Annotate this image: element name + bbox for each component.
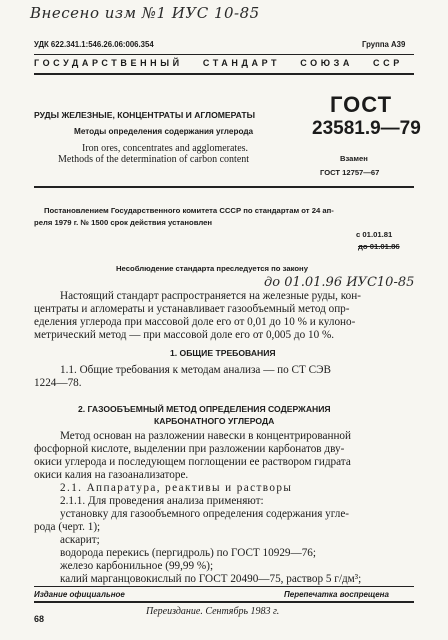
list-item: калий марганцовокислый по ГОСТ 20490—75, раствор 5 г/дм³;: [60, 573, 362, 585]
list-item: водорода перекись (пергидроль) по ГОСТ 10929—76;: [60, 547, 316, 559]
text-line: метрический метод — при массовой доле его от 0,005 до 10 %.: [34, 329, 335, 341]
official-edition: Издание официальное: [34, 590, 125, 599]
effective-from: с 01.01.81: [356, 230, 393, 239]
list-item: рода (черт. 1);: [34, 521, 101, 533]
udk-code: УДК 622.341.1:546.26.06:006.354: [34, 40, 154, 49]
effective-until: до 01.01.86: [358, 242, 400, 251]
section-2-body: [34, 430, 414, 586]
text-line: окиси калия на газоанализаторе.: [34, 469, 189, 481]
text-line: Метод основан на разложении навески в концентрированной: [60, 430, 352, 442]
list-item: железо карбонильное (99,99 %);: [60, 560, 214, 572]
title-english-1: Iron ores, concentrates and agglomerates.: [82, 143, 249, 154]
replaced-label: Взамен: [340, 154, 368, 163]
replaced-standard: ГОСТ 12757—67: [320, 168, 380, 177]
title-english-2: Methods of the determination of carbon content: [58, 154, 250, 165]
title-russian: РУДЫ ЖЕЛЕЗНЫЕ, КОНЦЕНТРАТЫ И АГЛОМЕРАТЫ: [34, 110, 256, 120]
gost-label: ГОСТ: [330, 92, 393, 117]
section-1-body: [34, 364, 414, 390]
text-line: 1224—78.: [34, 377, 82, 389]
handwritten-note: Внесено изм №1 ИУС 10-85: [30, 4, 260, 22]
decree-line-1: Постановлением Государственного комитета СССР по стандартам от 24 ап-: [44, 206, 334, 215]
section-2-heading-1: 2. ГАЗООБЪЕМНЫЙ МЕТОД ОПРЕДЕЛЕНИЯ СОДЕРЖАНИЯ: [78, 404, 331, 414]
subtitle-russian: Методы определения содержания углерода: [74, 127, 254, 136]
law-warning: Несоблюдение стандарта преследуется по закону: [116, 264, 308, 273]
intro-paragraph: [34, 290, 414, 342]
text-line: окиси углерода и последующем поглощении ее раствором гидрата: [34, 456, 351, 468]
subsection-2-1-1: 2.1.1. Для проведения анализа применяют:: [60, 495, 264, 507]
text-line: еделения углерода при массовой доле его от 0,01 до 10 % и кулоно-: [34, 316, 356, 328]
text-line: Настоящий стандарт распространяется на железные руды, кон-: [60, 290, 361, 302]
reprint-prohibited: Перепечатка воспрещена: [284, 590, 389, 599]
header-rule-top: [34, 54, 414, 55]
section-2-heading-2: КАРБОНАТНОГО УГЛЕРОДА: [154, 416, 275, 426]
decree-line-2: реля 1979 г. № 1500 срок действия установлен: [34, 218, 213, 227]
header-rule-bottom: [34, 73, 414, 75]
section-1-heading: 1. ОБЩИЕ ТРЕБОВАНИЯ: [170, 348, 276, 358]
text-line: фосфорной кислоте, выделении при разложении карбонатов дву-: [34, 443, 345, 455]
footer-rule-bottom: [34, 601, 414, 603]
footer-rule: [34, 586, 414, 587]
text-line: центраты и агломераты и устанавливает газообъемный метод опр-: [34, 303, 350, 315]
gost-number: 23581.9—79: [312, 118, 421, 139]
list-item: установку для газообъемного определения содержания угле-: [60, 508, 350, 520]
page-number: 68: [34, 614, 45, 624]
handwritten-date-note: до 01.01.96 ИУС10-85: [264, 275, 415, 290]
list-item: аскарит;: [60, 534, 100, 546]
state-standard-banner: ГОСУДАРСТВЕННЫЙ СТАНДАРТ СОЮЗА ССР: [34, 58, 403, 68]
title-rule: [34, 186, 414, 188]
text-line: 1.1. Общие требования к методам анализа — по СТ СЭВ: [60, 364, 331, 376]
subsection-2-1: 2.1. Аппаратура, реактивы и растворы: [60, 482, 293, 494]
reissue-note: Переиздание. Сентябрь 1983 г.: [146, 606, 280, 617]
group-code: Группа А39: [362, 40, 406, 49]
